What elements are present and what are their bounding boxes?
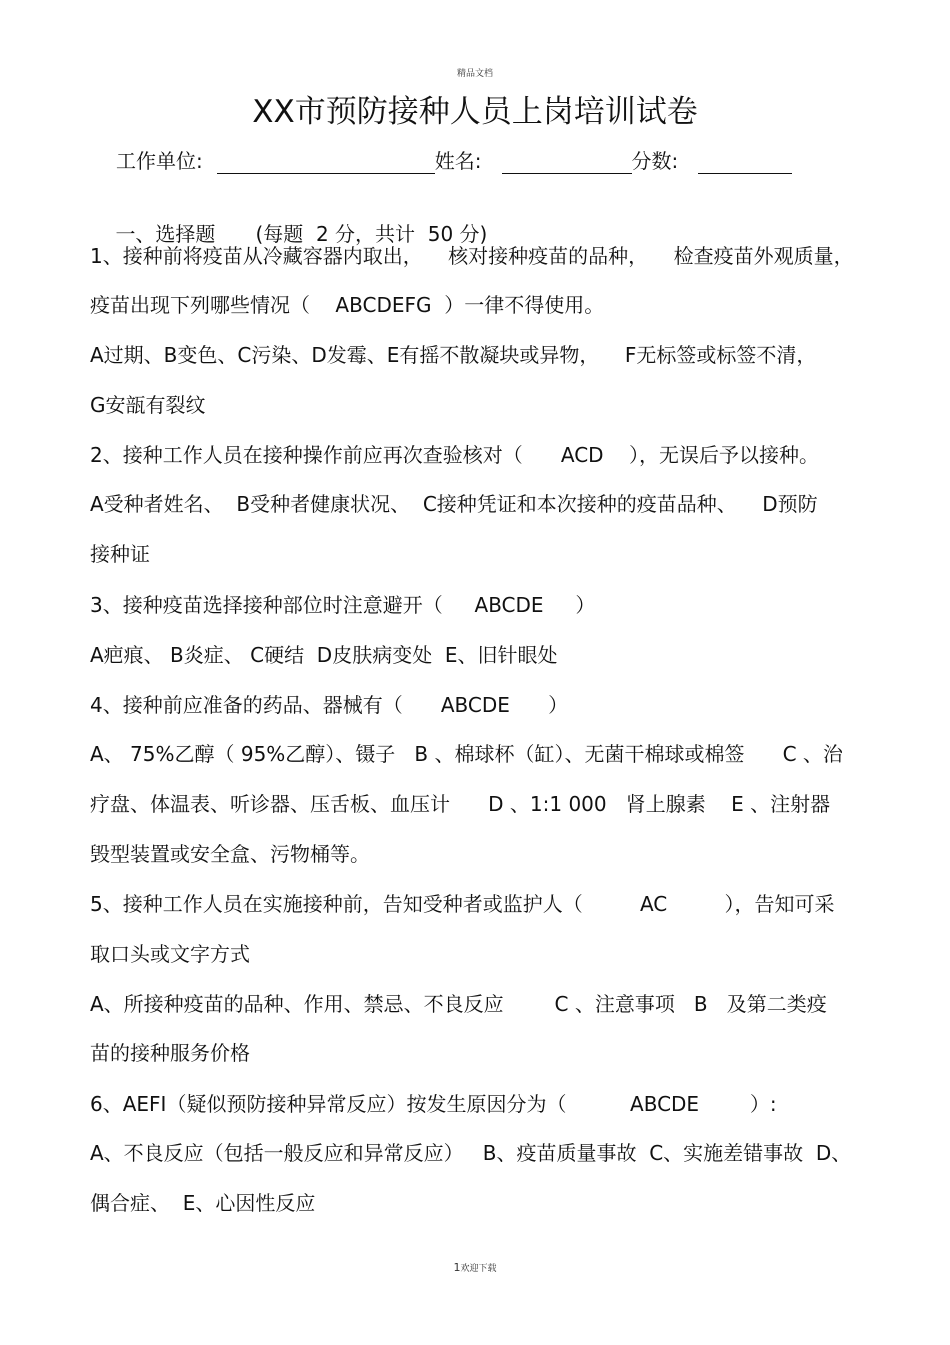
- question-3-line-2: A疤痕、 B炎症、 C硬结 D皮肤病变处 E、旧针眼处: [90, 643, 558, 667]
- page-number: 1: [453, 1261, 461, 1274]
- question-3-line-1: 3、接种疫苗选择接种部位时注意避开（ ABCDE ）: [90, 593, 596, 617]
- question-1-line-1: 1、接种前将疫苗从冷藏容器内取出， 核对接种疫苗的品种， 检查疫苗外观质量，: [90, 244, 854, 268]
- question-6-line-1: 6、AEFI（疑似预防接种异常反应）按发生原因分为（ ABCDE ）:: [90, 1092, 777, 1116]
- question-5-line-1: 5、接种工作人员在实施接种前，告知受种者或监护人（ AC ），告知可采: [90, 892, 835, 916]
- info-row: [116, 140, 836, 174]
- question-6-line-3: 偶合症、 E、心因性反应: [90, 1191, 316, 1215]
- name-label: 姓名:: [434, 149, 482, 173]
- question-2-line-2: A受种者姓名、 B受种者健康状况、 C接种凭证和本次接种的疫苗品种、 D预防: [90, 492, 818, 516]
- question-4-line-1: 4、接种前应准备的药品、器械有（ ABCDE ）: [90, 693, 569, 717]
- score-blank[interactable]: [698, 147, 792, 174]
- page-footer: [0, 1261, 950, 1274]
- unit-blank[interactable]: [217, 147, 435, 174]
- question-6-line-2: A、不良反应（包括一般反应和异常反应） B、疫苗质量事故 C、实施差错事故 D、: [90, 1141, 852, 1165]
- question-1-line-2: 疫苗出现下列哪些情况（ ABCDEFG ）一律不得使用。: [90, 293, 605, 317]
- page-title: XX市预防接种人员上岗培训试卷: [252, 94, 698, 130]
- question-5-line-3: A、所接种疫苗的品种、作用、禁忌、不良反应 C 、注意事项 B 及第二类疫: [90, 992, 827, 1016]
- question-4-line-4: 毁型装置或安全盒、污物桶等。: [90, 842, 370, 866]
- header-note: 精品文档: [456, 69, 493, 79]
- question-2-line-1: 2、接种工作人员在接种操作前应再次查验核对（ ACD ），无误后予以接种。: [90, 443, 819, 467]
- question-1-line-4: G安瓿有裂纹: [90, 393, 206, 417]
- section-note: (每题 2 分，共计 50 分): [255, 222, 488, 246]
- footer-note: 欢迎下载: [460, 1264, 497, 1274]
- question-4-line-2: A、 75%乙醇（ 95%乙醇）、镊子 B 、棉球杯（缸）、无菌干棉球或棉签 C 、治: [90, 742, 843, 766]
- question-2-line-3: 接种证: [90, 542, 150, 566]
- section-title: 一、选择题: [115, 222, 216, 246]
- unit-label: 工作单位:: [116, 149, 203, 173]
- name-blank[interactable]: [502, 147, 632, 174]
- question-1-line-3: A过期、B变色、C污染、D发霉、E有摇不散凝块或异物， F无标签或标签不清，: [90, 343, 817, 367]
- question-5-line-4: 苗的接种服务价格: [90, 1041, 250, 1065]
- question-4-line-3: 疗盘、体温表、听诊器、压舌板、血压计 D 、1:1 000 肾上腺素 E 、注射器: [90, 792, 831, 816]
- score-label: 分数:: [631, 149, 679, 173]
- question-5-line-2: 取口头或文字方式: [90, 942, 250, 966]
